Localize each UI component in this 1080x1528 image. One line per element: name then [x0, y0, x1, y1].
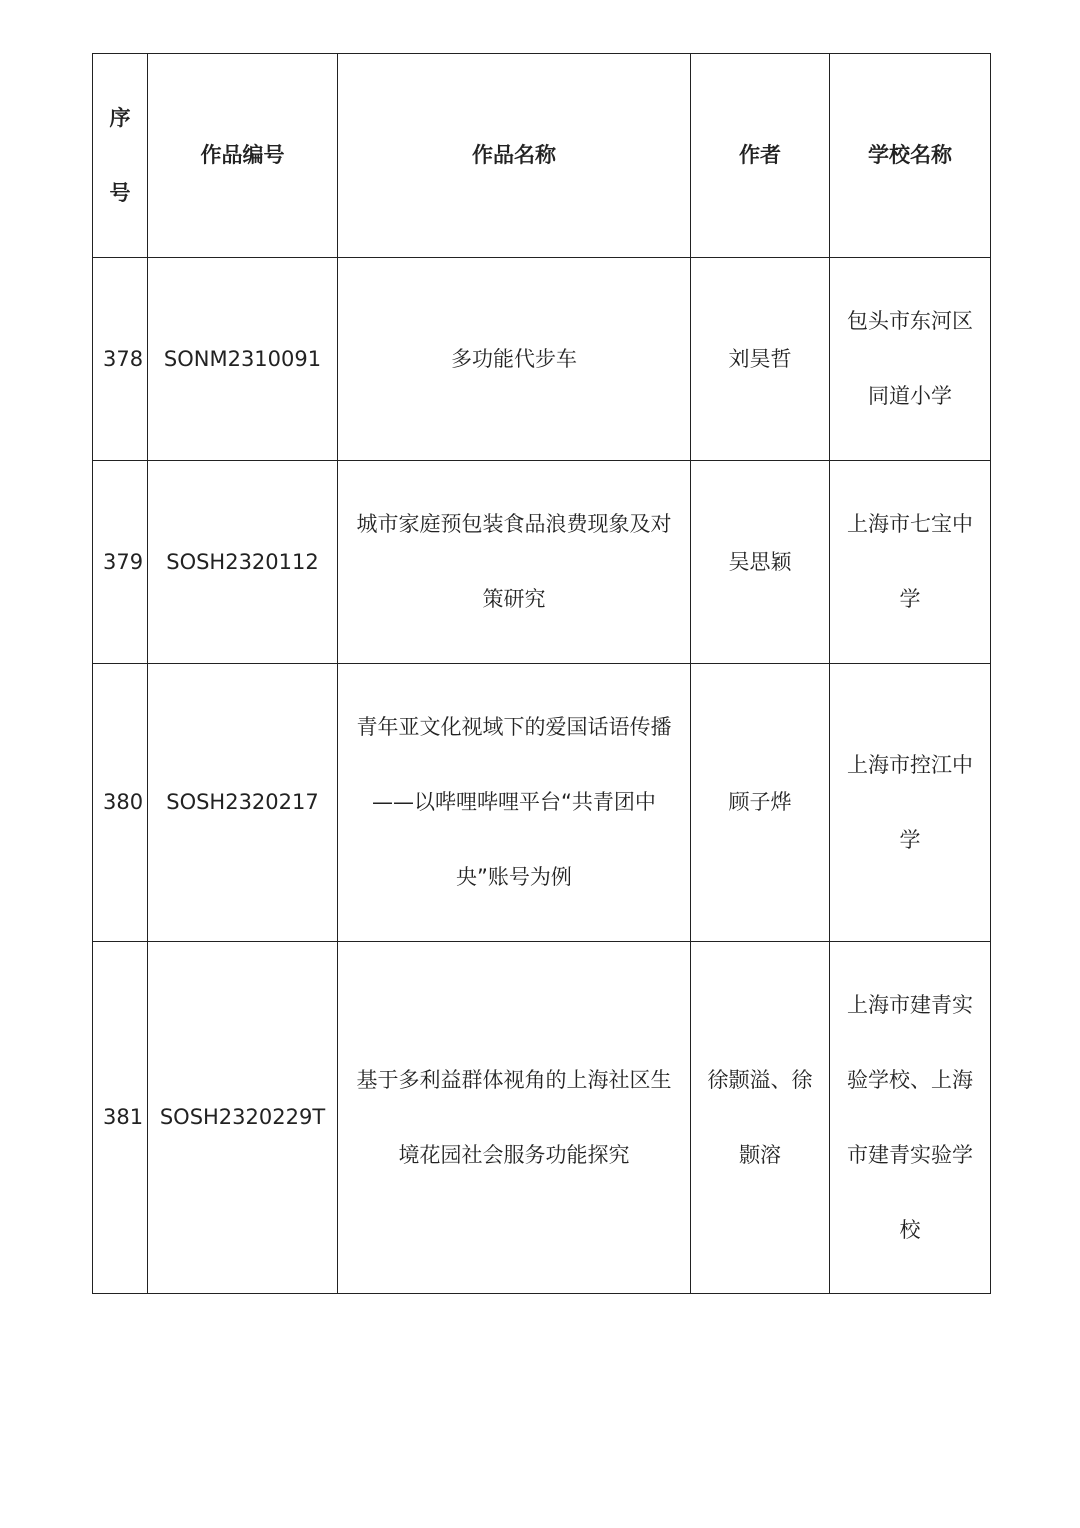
header-title: 作品名称 — [338, 54, 691, 258]
cell-school: 上海市建青实验学校、上海市建青实验学校 — [830, 942, 991, 1294]
cell-seq: 380 — [93, 664, 148, 942]
awards-table — [92, 53, 991, 1294]
cell-code: SOSH2320112 — [148, 461, 338, 664]
cell-code: SONM2310091 — [148, 258, 338, 461]
cell-title: 城市家庭预包装食品浪费现象及对策研究 — [338, 461, 691, 664]
header-school: 学校名称 — [830, 54, 991, 258]
cell-code: SOSH2320229T — [148, 942, 338, 1294]
cell-seq: 381 — [93, 942, 148, 1294]
cell-author: 顾子烨 — [691, 664, 830, 942]
cell-title: 多功能代步车 — [338, 258, 691, 461]
cell-seq: 379 — [93, 461, 148, 664]
cell-code: SOSH2320217 — [148, 664, 338, 942]
table-row — [93, 258, 991, 461]
cell-author: 刘昊哲 — [691, 258, 830, 461]
table-header-row — [93, 54, 991, 258]
cell-school: 上海市控江中学 — [830, 664, 991, 942]
cell-school: 包头市东河区同道小学 — [830, 258, 991, 461]
cell-title: 基于多利益群体视角的上海社区生境花园社会服务功能探究 — [338, 942, 691, 1294]
table-row — [93, 461, 991, 664]
table-row — [93, 664, 991, 942]
header-seq: 序号 — [93, 54, 148, 258]
cell-school: 上海市七宝中学 — [830, 461, 991, 664]
cell-seq: 378 — [93, 258, 148, 461]
header-author: 作者 — [691, 54, 830, 258]
cell-author: 吴思颖 — [691, 461, 830, 664]
cell-author: 徐颢溢、徐颢溶 — [691, 942, 830, 1294]
table-row — [93, 942, 991, 1294]
cell-title: 青年亚文化视域下的爱国话语传播——以哔哩哔哩平台“共青团中央”账号为例 — [338, 664, 691, 942]
header-code: 作品编号 — [148, 54, 338, 258]
